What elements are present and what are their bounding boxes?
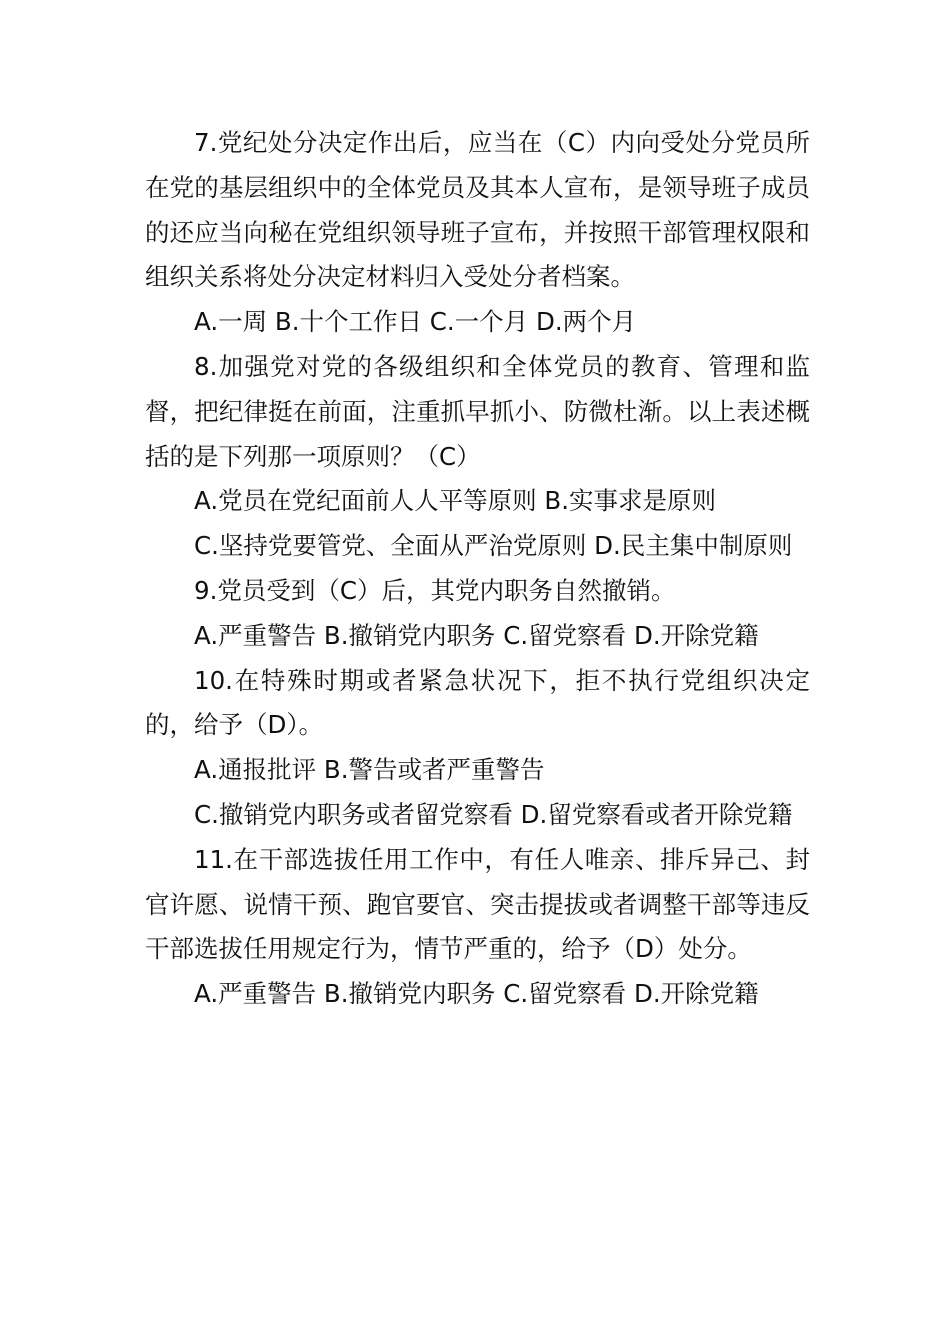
question-10-options-line-2: C.撤销党内职务或者留党察看 D.留党察看或者开除党籍: [194, 799, 793, 829]
question-11-text: 11.在干部选拔任用工作中，有任人唯亲、排斥异己、封官许愿、说情干预、跑官要官、突击提拔或者调整干部等违反干部选拔任用规定行为，情节严重的，给予（D）处分。: [145, 844, 810, 964]
question-9-text: 9.党员受到（C）后，其党内职务自然撤销。: [194, 575, 676, 605]
question-8-text: 8.加强党对党的各级组织和全体党员的教育、管理和监督，把纪律挺在前面，注重抓早抓小、防微杜渐。以上表述概括的是下列那一项原则？（C）: [145, 351, 810, 471]
question-7-text: 7.党纪处分决定作出后，应当在（C）内向受处分党员所在党的基层组织中的全体党员及其本人宣布，是领导班子成员的还应当向秘在党组织领导班子宣布，并按照干部管理权限和组织关系将处分决定材料归入受处分者档案。: [145, 128, 810, 292]
question-10-options-line-1: A.通报批评 B.警告或者严重警告: [194, 755, 545, 785]
question-10-text: 10.在特殊时期或者紧急状况下，拒不执行党组织决定的，给予（D）。: [145, 665, 810, 740]
question-7-options: A.一周 B.十个工作日 C.一个月 D.两个月: [194, 307, 637, 337]
question-11-options: A.严重警告 B.撤销党内职务 C.留党察看 D.开除党籍: [194, 979, 759, 1009]
question-8-options-line-1: A.党员在党纪面前人人平等原则 B.实事求是原则: [194, 486, 716, 516]
question-9-options: A.严重警告 B.撤销党内职务 C.留党察看 D.开除党籍: [194, 620, 759, 650]
document-page: [145, 121, 810, 1017]
question-8-options-line-2: C.坚持党要管党、全面从严治党原则 D.民主集中制原则: [194, 531, 793, 561]
